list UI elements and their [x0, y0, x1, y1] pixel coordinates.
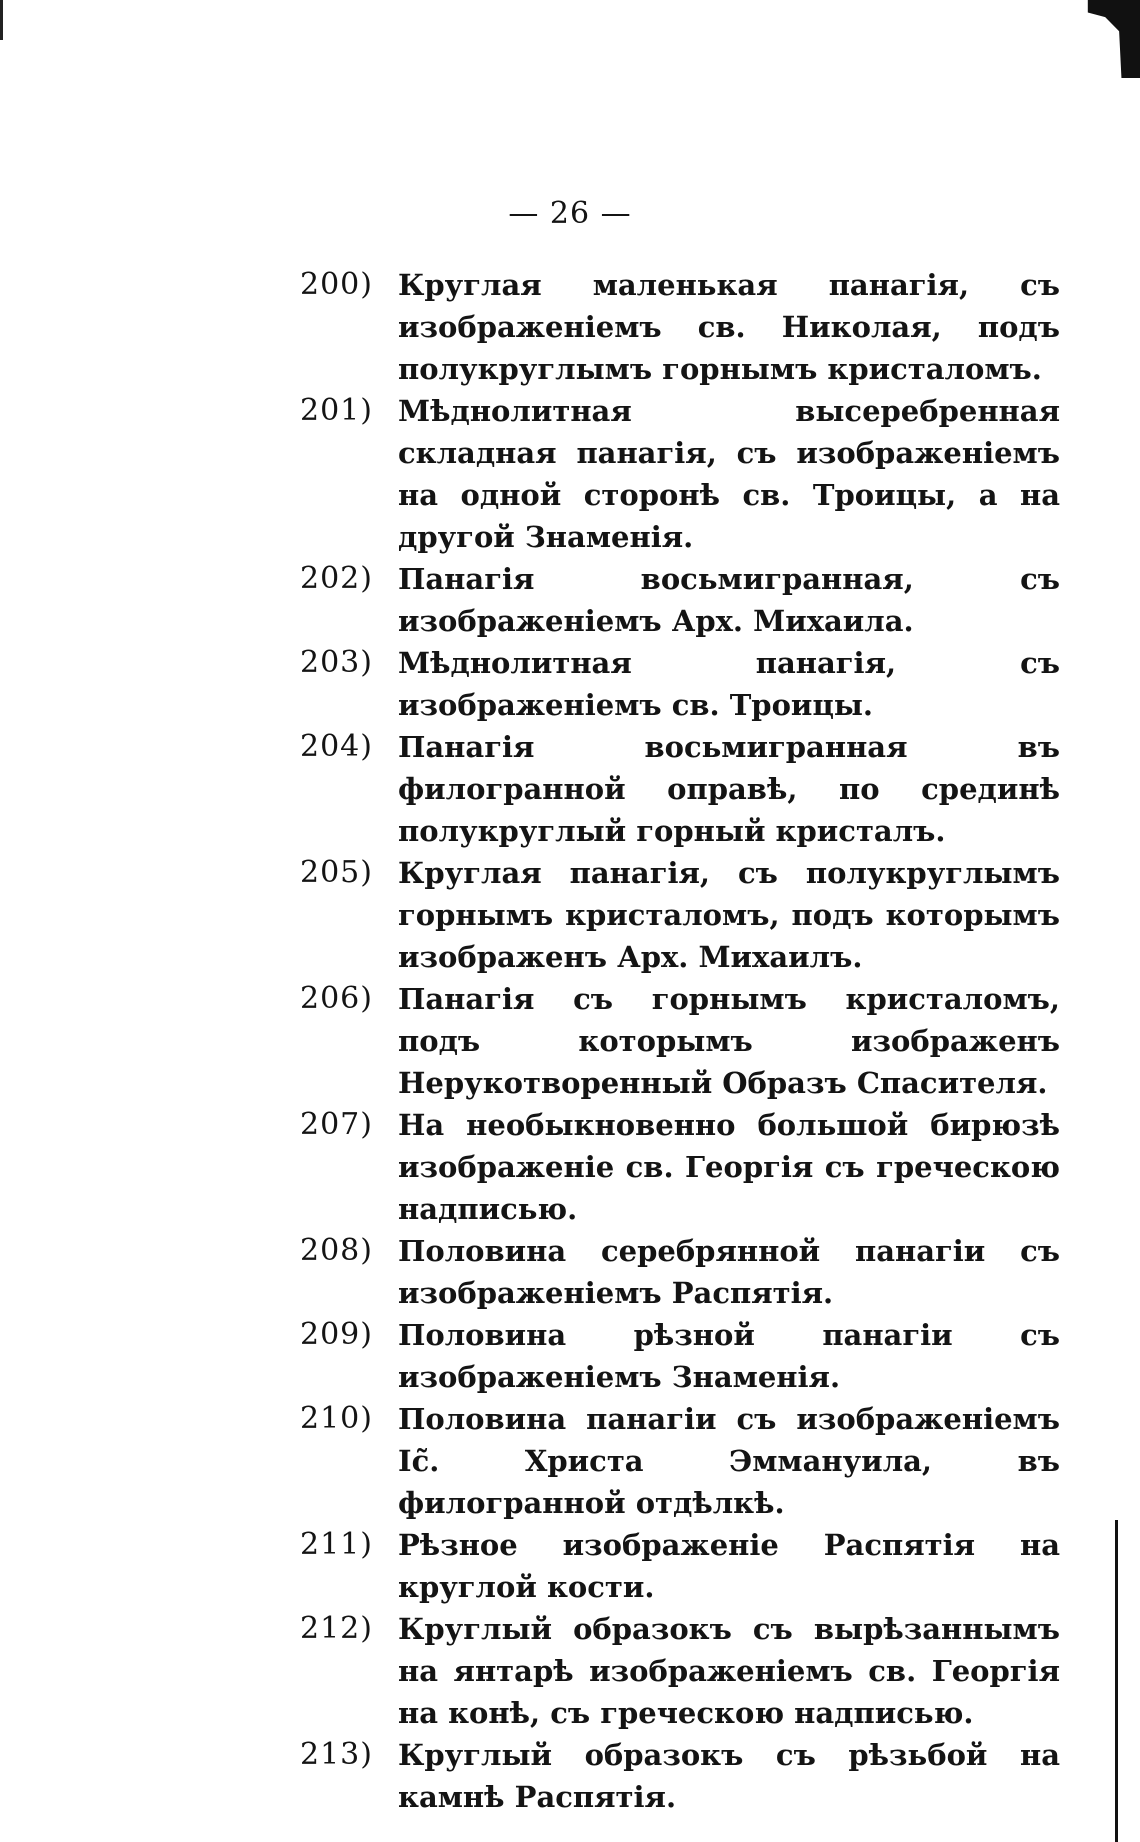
- entry-text: Круглый образокъ съ рѣзьбой на камнѣ Распятія.: [398, 1738, 1060, 1814]
- entry-number: 213): [300, 1737, 373, 1772]
- page-number: — 26 —: [508, 196, 632, 231]
- entry-number: 207): [300, 1107, 373, 1142]
- catalog-entry: [300, 642, 1060, 726]
- entry-text: Панагія восьмигранная, съ изображеніемъ Арх. Михаила.: [398, 562, 1060, 638]
- entry-text: Половина серебрянной панагіи съ изображеніемъ Распятія.: [398, 1234, 1060, 1310]
- catalog-entry: [300, 1524, 1060, 1608]
- entry-text: Рѣзное изображеніе Распятія на круглой кости.: [398, 1528, 1060, 1604]
- entry-number: 212): [300, 1611, 373, 1646]
- catalog-entry: [300, 1398, 1060, 1524]
- entry-text: Круглая маленькая панагія, съ изображеніемъ св. Николая, подъ полукруглымъ горнымъ кристаломъ.: [398, 268, 1060, 386]
- catalog-entry: [300, 1734, 1060, 1818]
- entry-number: 200): [300, 267, 373, 302]
- entry-text: Круглый образокъ съ вырѣзаннымъ на янтарѣ изображеніемъ св. Георгія на конѣ, съ греческою надписью.: [398, 1612, 1060, 1730]
- entry-number: 211): [300, 1527, 373, 1562]
- scan-corner-mark: [1082, 0, 1140, 78]
- catalog-entry: [300, 558, 1060, 642]
- entry-number: 208): [300, 1233, 373, 1268]
- entry-text: Половина панагіи съ изображеніемъ Іс̃. Христа Эммануила, въ филогранной отдѣлкѣ.: [398, 1402, 1060, 1520]
- entry-text: Половина рѣзной панагіи съ изображеніемъ Знаменія.: [398, 1318, 1060, 1394]
- entry-number: 202): [300, 561, 373, 596]
- scan-edge-left: [0, 0, 3, 40]
- catalog-entry: [300, 726, 1060, 852]
- catalog-entry: [300, 978, 1060, 1104]
- catalog-entry: [300, 852, 1060, 978]
- entry-text: Панагія восьмигранная въ филогранной оправѣ, по срединѣ полукруглый горный кристалъ.: [398, 730, 1060, 848]
- scan-edge-right: [1115, 1520, 1118, 1842]
- entry-text: Мѣднолитная панагія, съ изображеніемъ св. Троицы.: [398, 646, 1060, 722]
- entry-number: 210): [300, 1401, 373, 1436]
- entry-text: Панагія съ горнымъ кристаломъ, подъ которымъ изображенъ Нерукотворенный Образъ Спасителя.: [398, 982, 1060, 1100]
- entry-number: 206): [300, 981, 373, 1016]
- catalog-entry: [300, 1104, 1060, 1230]
- catalog-entry: [300, 390, 1060, 558]
- entry-number: 203): [300, 645, 373, 680]
- entry-number: 205): [300, 855, 373, 890]
- entry-number: 201): [300, 393, 373, 428]
- entry-number: 204): [300, 729, 373, 764]
- entry-number: 209): [300, 1317, 373, 1352]
- catalog-entry: [300, 1314, 1060, 1398]
- catalog-entry: [300, 1230, 1060, 1314]
- catalog-entry: [300, 1608, 1060, 1734]
- catalog-entry: [300, 264, 1060, 390]
- entry-text: Круглая панагія, съ полукруглымъ горнымъ кристаломъ, подъ которымъ изображенъ Арх. Михаилъ.: [398, 856, 1060, 974]
- entry-text: На необыкновенно большой бирюзѣ изображеніе св. Георгія съ греческою надписью.: [398, 1108, 1060, 1226]
- entry-text: Мѣднолитная высеребренная складная панагія, съ изображеніемъ на одной сторонѣ св. Троицы, а на другой Знаменія.: [398, 394, 1060, 554]
- catalog-entries: [300, 264, 1060, 1818]
